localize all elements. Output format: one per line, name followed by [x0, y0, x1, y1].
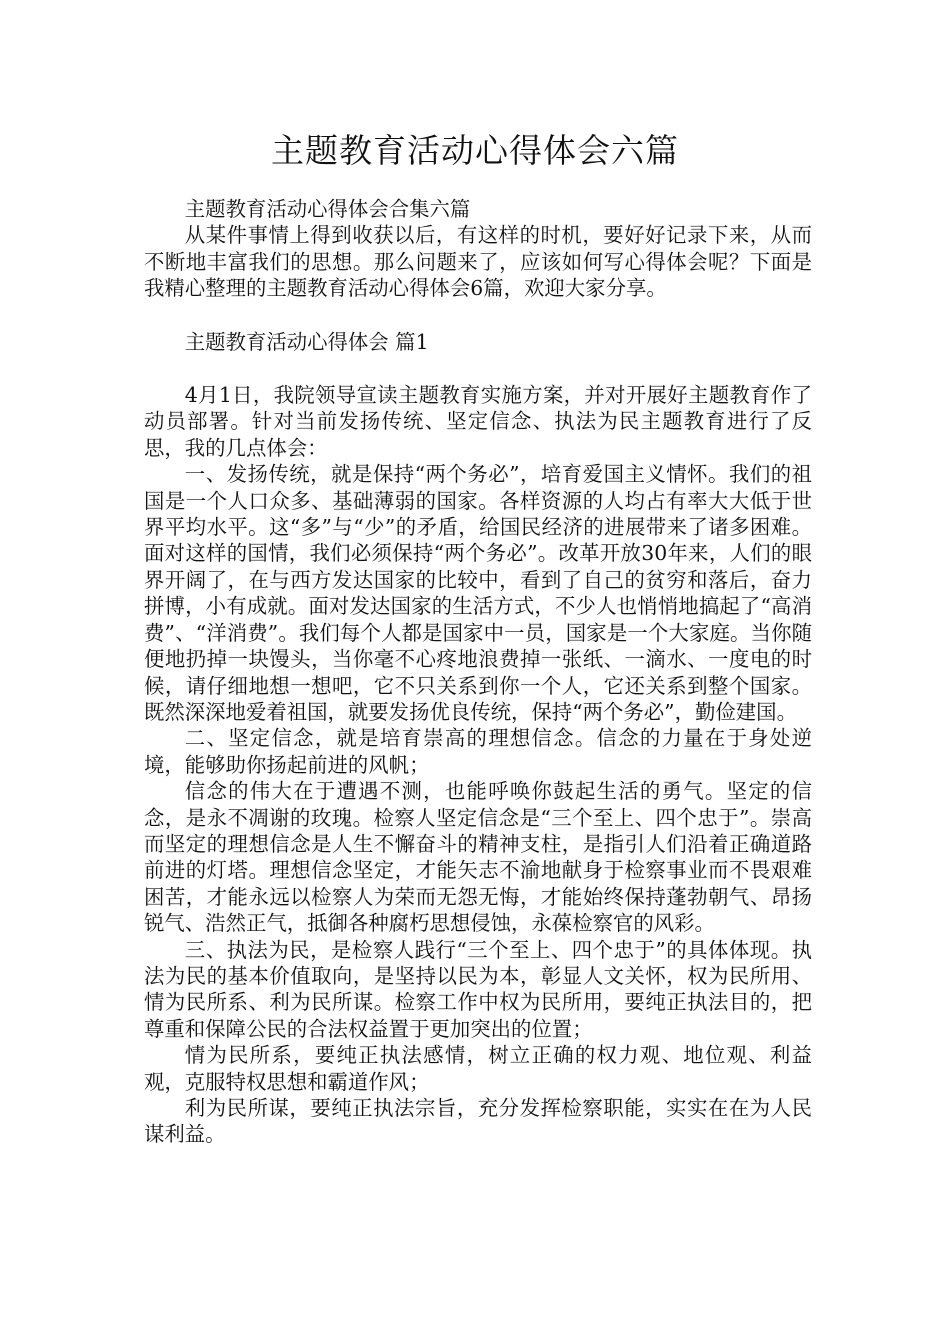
body-paragraph: 利为民所谋，要纯正执法宗旨，充分发挥检察职能，实实在在为人民谋利益。 [144, 1096, 812, 1147]
intro-paragraph: 从某件事情上得到收获以后，有这样的时机，要好好记录下来，从而不断地丰富我们的思想。那么问题来了，应该如何写心得体会呢？下面是我精心整理的主题教育活动心得体会6篇，欢迎大家分享。 [144, 223, 812, 301]
body-paragraph: 信念的伟大在于遭遇不测，也能呼唤你鼓起生活的勇气。坚定的信念，是永不凋谢的玫瑰。检察人坚定信念是“三个至上、四个忠于”。崇高而坚定的理想信念是人生不懈奋斗的精神支柱，是指引人们沿着正确道路前进的灯塔。理想信念坚定，才能矢志不渝地献身于检察事业而不畏艰难困苦，才能永远以检察人为荣而无怨无悔，才能始终保持蓬勃朝气、昂扬锐气、浩然正气，抵御各种腐朽思想侵蚀，永葆检察官的风彩。 [144, 779, 812, 936]
body-paragraph: 三、执法为民，是检察人践行“三个至上、四个忠于”的具体体现。执法为民的基本价值取向，是坚持以民为本，彰显人文关怀，权为民所用、情为民所系、利为民所谋。检察工作中权为民所用，要纯正执法目的，把尊重和保障公民的合法权益置于更加突出的位置； [144, 937, 812, 1041]
paragraph-gap [144, 302, 812, 329]
paragraph-gap [144, 355, 812, 382]
page-title: 主题教育活动心得体会六篇 [271, 131, 679, 170]
body-paragraph: 4月1日，我院领导宣读主题教育实施方案，并对开展好主题教育作了动员部署。针对当前发扬传统、坚定信念、执法为民主题教育进行了反思，我的几点体会： [144, 383, 812, 460]
body-paragraph: 情为民所系，要纯正执法感情，树立正确的权力观、地位观、利益观，克服特权思想和霸道作风； [144, 1043, 812, 1094]
body-paragraph: 一、发扬传统，就是保持“两个务必”，培育爱国主义情怀。我们的祖国是一个人口众多、基础薄弱的国家。各样资源的人均占有率大大低于世界平均水平。这“多”与“少”的矛盾，给国民经济的进展带来了诸多困难。面对这样的国情，我们必须保持“两个务必”。改革开放30年来，人们的眼界开阔了，在与西方发达国家的比较中，看到了自己的贫穷和落后，奋力拼博，小有成就。面对发达国家的生活方式，不少人也悄悄地搞起了“高消费”、“洋消费”。我们每个人都是国家中一员，国家是一个大家庭。当你随便地扔掉一块馒头，当你毫不心疼地浪费掉一张纸、一滴水、一度电的时候，请仔细地想一想吧，它不只关系到你一个人，它还关系到整个国家。既然深深地爱着祖国，就要发扬优良传统，保持“两个务必”，勤俭建国。 [144, 462, 812, 724]
section-heading: 主题教育活动心得体会 篇1 [184, 329, 429, 354]
document-body [144, 196, 812, 1148]
body-paragraph: 二、坚定信念，就是培育崇高的理想信念。信念的力量在于身处逆境，能够助你扬起前进的风帆； [144, 726, 812, 777]
subtitle-paragraph: 主题教育活动心得体会合集六篇 [184, 197, 471, 221]
